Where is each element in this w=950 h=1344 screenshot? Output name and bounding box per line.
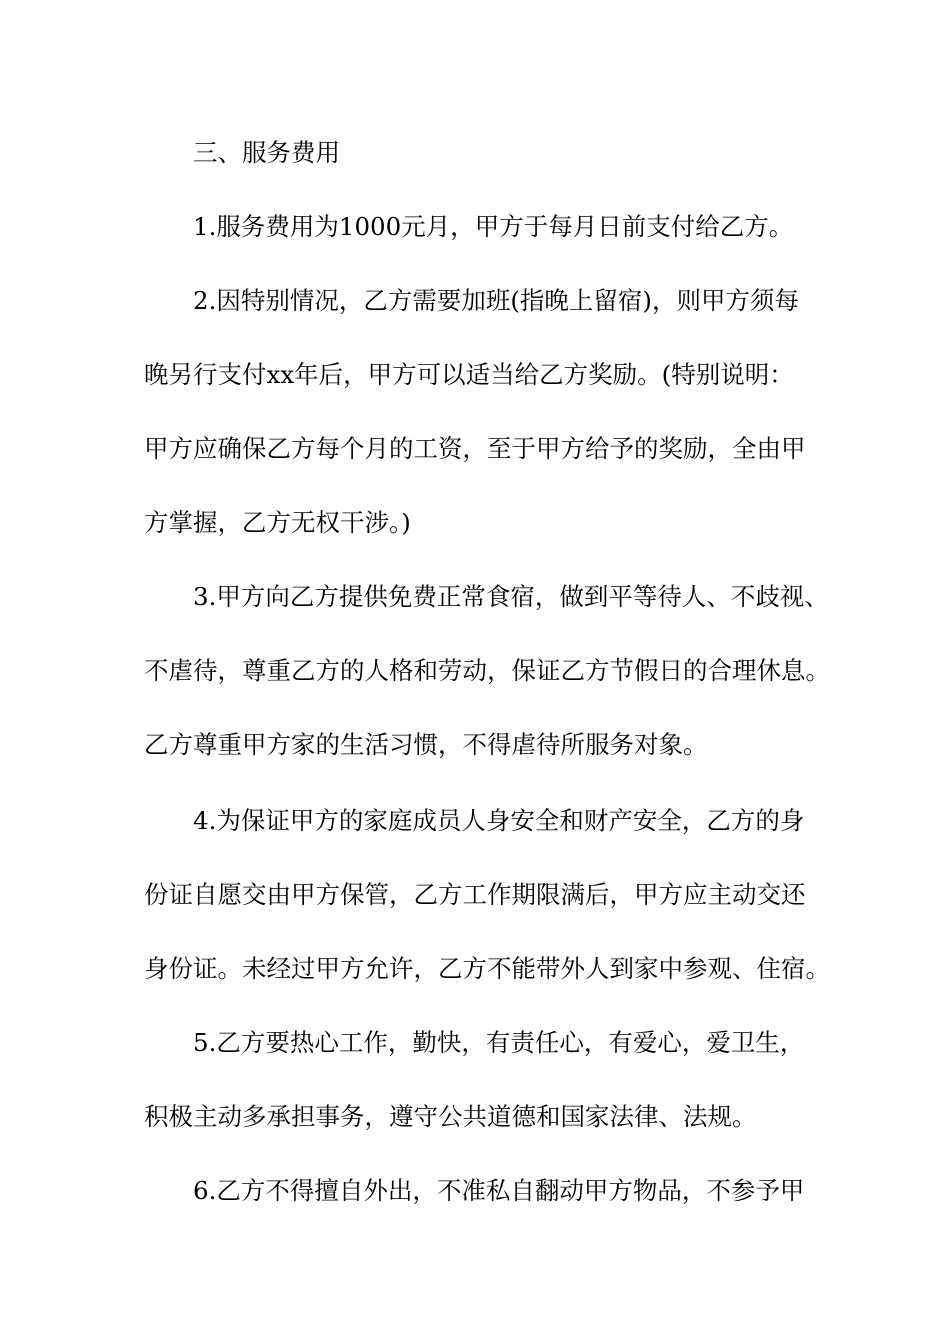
clause-4-line-3: 身份证。未经过甲方允许，乙方不能带外人到家中参观、住宿。 bbox=[144, 954, 830, 983]
clause-2-line-4: 方掌握，乙方无权干涉。) bbox=[144, 508, 411, 537]
clause-3-line-1: 3.甲方向乙方提供免费正常食宿，做到平等待人、不歧视、 bbox=[193, 582, 829, 611]
section-heading: 三、服务费用 bbox=[193, 138, 340, 167]
clause-5-line-2: 积极主动多承担事务，遵守公共道德和国家法律、法规。 bbox=[144, 1102, 757, 1131]
clause-2-line-2: 晚另行支付xx年后，甲方可以适当给乙方奖励。(特别说明： bbox=[144, 360, 794, 389]
clause-4-line-2: 份证自愿交由甲方保管，乙方工作期限满后，甲方应主动交还 bbox=[144, 880, 806, 909]
clause-4-line-1: 4.为保证甲方的家庭成员人身安全和财产安全，乙方的身 bbox=[193, 806, 805, 835]
clause-3-line-3: 乙方尊重甲方家的生活习惯，不得虐待所服务对象。 bbox=[144, 730, 708, 759]
clause-5-line-1: 5.乙方要热心工作，勤快，有责任心，有爱心，爱卫生， bbox=[193, 1028, 805, 1057]
clause-2-line-3: 甲方应确保乙方每个月的工资，至于甲方给予的奖励，全由甲 bbox=[144, 434, 806, 463]
clause-3-line-2: 不虐待，尊重乙方的人格和劳动，保证乙方节假日的合理休息。 bbox=[144, 656, 830, 685]
clause-6-line-1: 6.乙方不得擅自外出，不准私自翻动甲方物品，不参予甲 bbox=[193, 1176, 805, 1205]
clause-1-line-1: 1.服务费用为1000元月，甲方于每月日前支付给乙方。 bbox=[193, 212, 794, 241]
clause-2-line-1: 2.因特别情况，乙方需要加班(指晚上留宿)，则甲方须每 bbox=[193, 286, 799, 315]
